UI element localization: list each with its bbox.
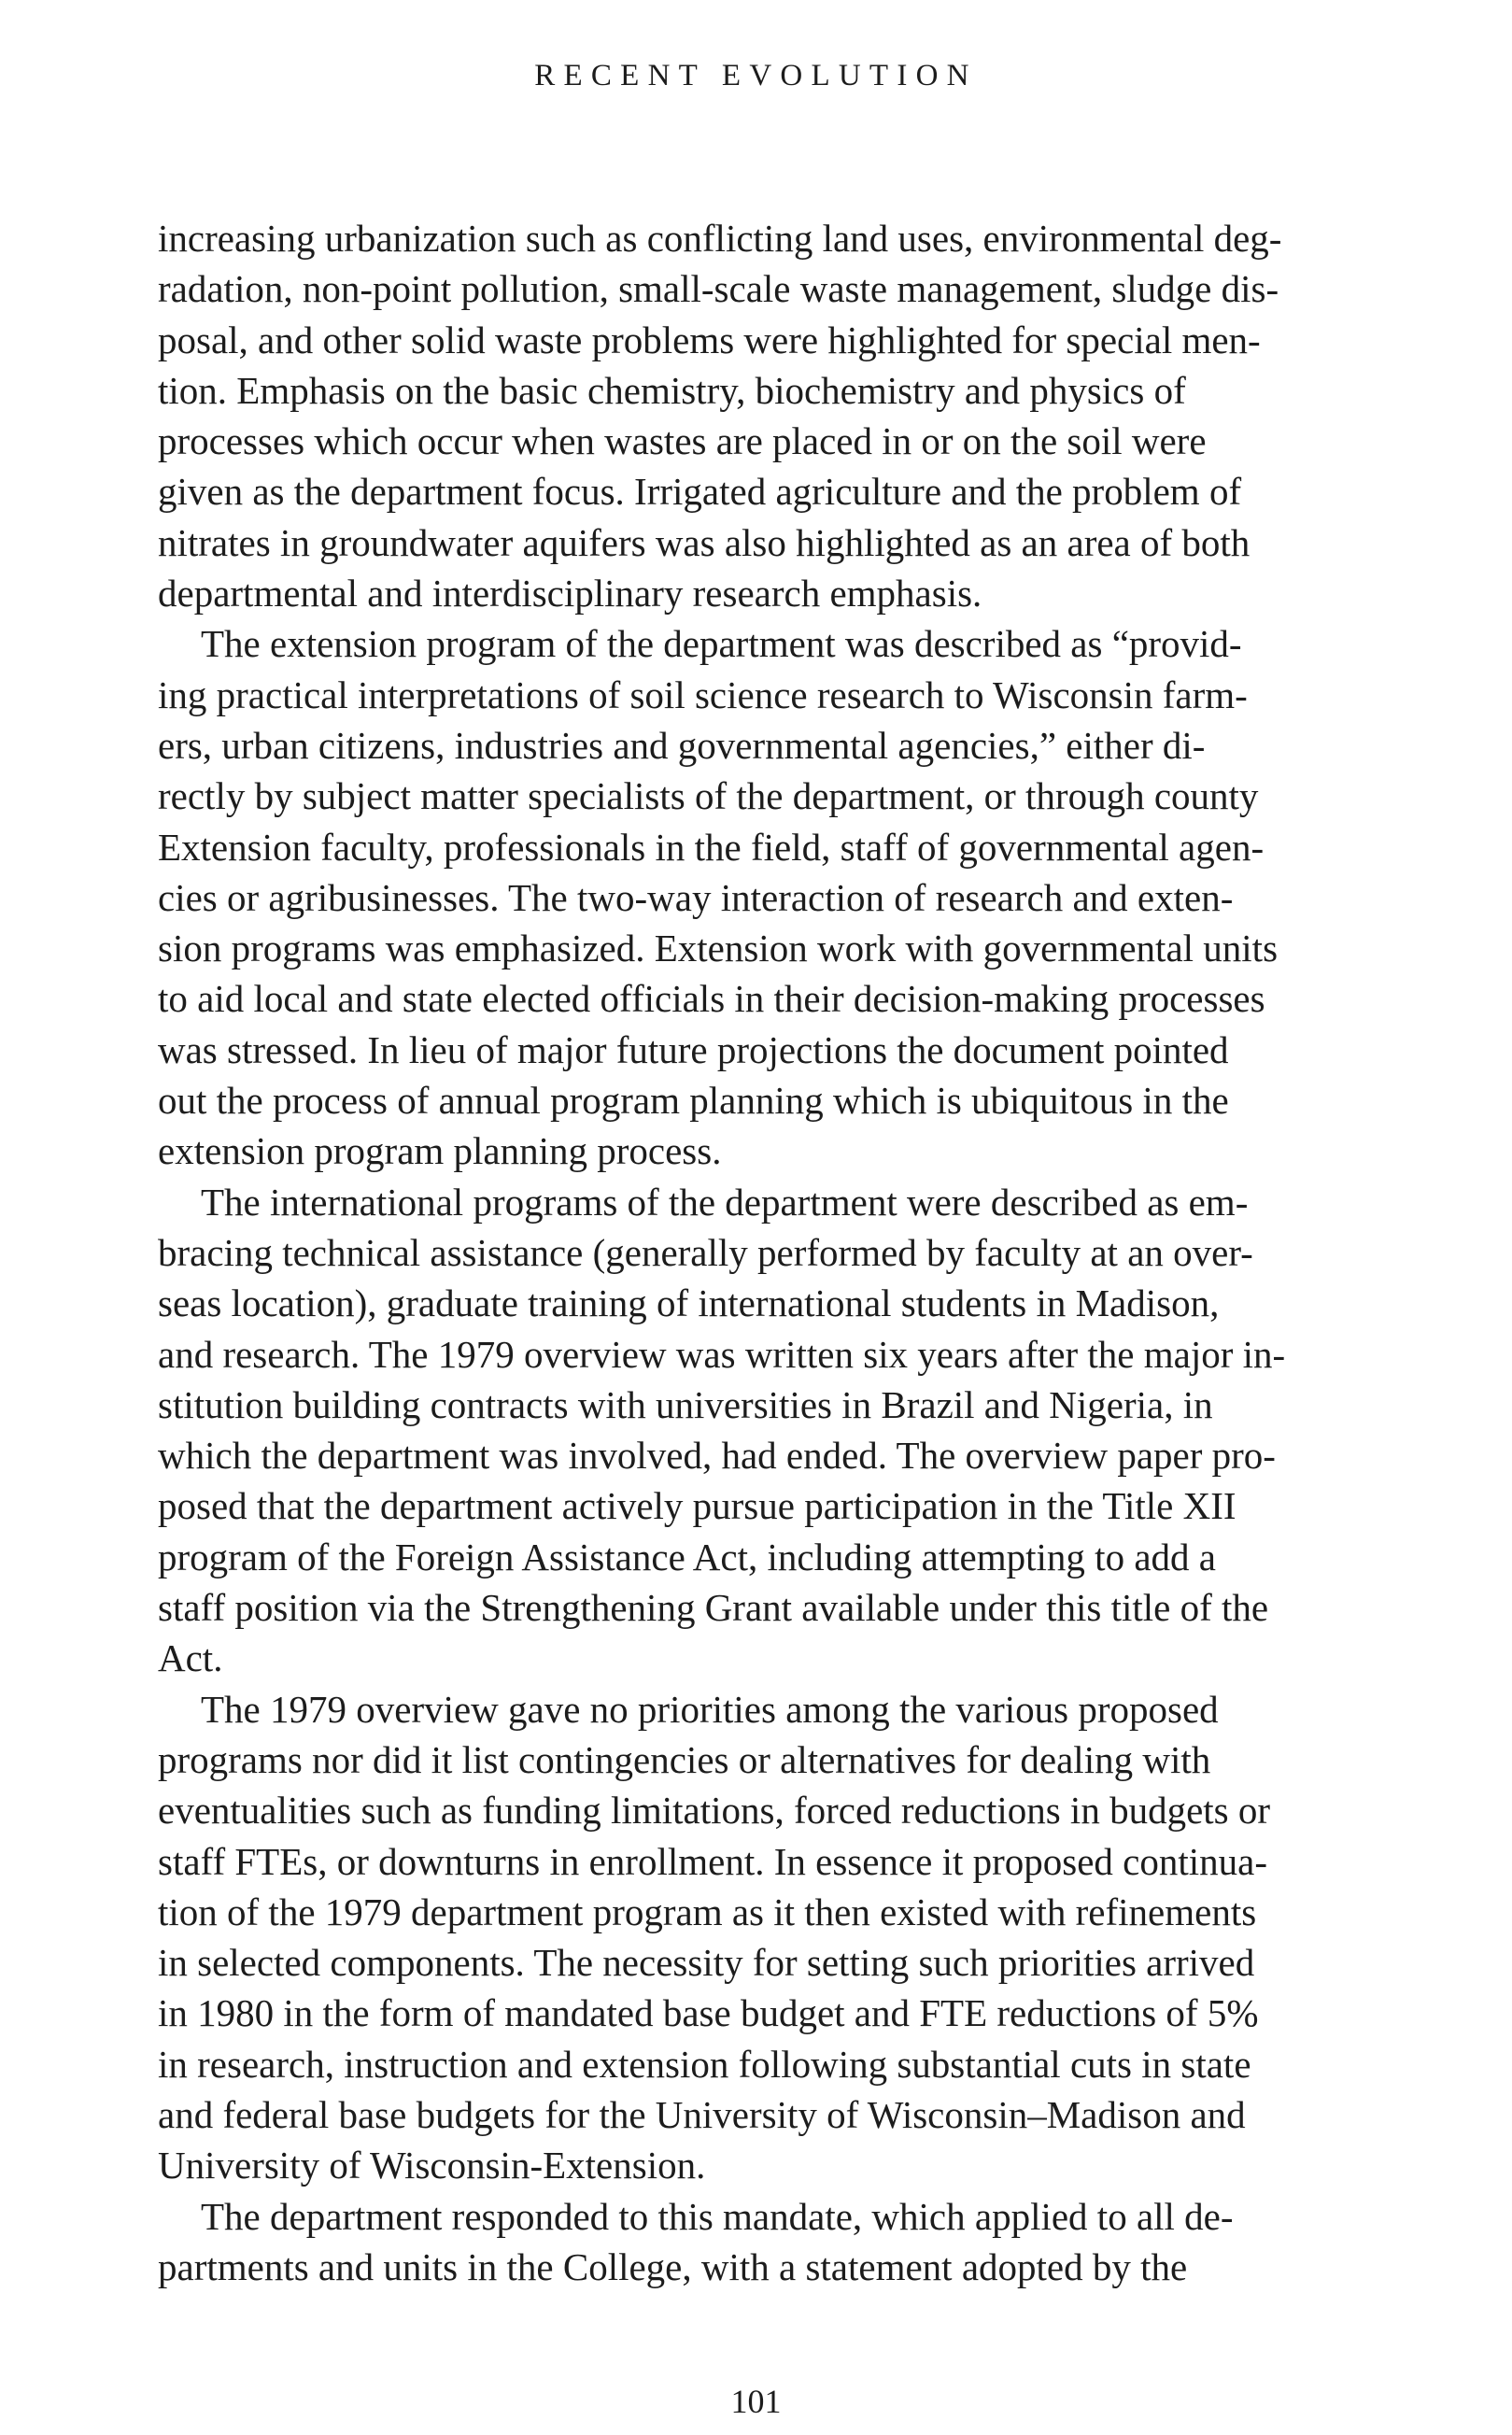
text-line: sion programs was emphasized. Extension work with governmental units xyxy=(158,927,1279,970)
text-line: was stressed. In lieu of major future projections the document pointed xyxy=(158,1027,1229,1071)
text-line: The international programs of the department were described as em- xyxy=(201,1180,1249,1224)
text-line: The extension program of the department was described as “provid- xyxy=(201,622,1242,666)
text-line: stitution building contracts with universities in Brazil and Nigeria, in xyxy=(158,1382,1213,1426)
text-line: University of Wisconsin-Extension. xyxy=(158,2144,706,2187)
text-line: The department responded to this mandate, which applied to all de- xyxy=(201,2194,1234,2238)
text-line: out the process of annual program planning which is ubiquitous in the xyxy=(158,1079,1229,1123)
text-line: given as the department focus. Irrigated agriculture and the problem of xyxy=(158,470,1242,514)
running-header: RECENT EVOLUTION xyxy=(534,59,978,92)
text-line: cies or agribusinesses. The two-way interaction of research and exten- xyxy=(158,875,1234,919)
text-line: staff position via the Strengthening Grant available under this title of the xyxy=(158,1586,1269,1630)
text-line: eventualities such as funding limitations, forced reductions in budgets or xyxy=(158,1789,1271,1833)
text-line: in selected components. The necessity for setting such priorities arrived xyxy=(158,1941,1255,1985)
text-line: Act. xyxy=(158,1636,223,1680)
text-line: extension program planning process. xyxy=(158,1129,722,1173)
text-line: tion. Emphasis on the basic chemistry, biochemistry and physics of xyxy=(158,368,1186,412)
text-line: which the department was involved, had ended. The overview paper pro- xyxy=(158,1434,1276,1478)
text-line: bracing technical assistance (generally performed by faculty at an over- xyxy=(158,1230,1253,1274)
page-number: 101 xyxy=(730,2383,782,2420)
text-line: Extension faculty, professionals in the field, staff of governmental agen- xyxy=(158,825,1265,869)
text-line: The 1979 overview gave no priorities among the various proposed xyxy=(201,1687,1219,1731)
text-line: seas location), graduate training of international students in Madison, xyxy=(158,1281,1220,1325)
text-line: ing practical interpretations of soil science research to Wisconsin farm- xyxy=(158,672,1248,716)
text-line: programs nor did it list contingencies or alternatives for dealing with xyxy=(158,1737,1211,1781)
text-line: increasing urbanization such as conflicting land uses, environmental deg- xyxy=(158,217,1282,260)
text-line: ers, urban citizens, industries and governmental agencies,” either di- xyxy=(158,723,1206,767)
text-line: in 1980 in the form of mandated base budget and FTE reductions of 5% xyxy=(158,1991,1259,2035)
body-text xyxy=(158,213,1428,2292)
text-line: processes which occur when wastes are placed in or on the soil were xyxy=(158,419,1207,463)
text-line: staff FTEs, or downturns in enrollment. In essence it proposed continua- xyxy=(158,1839,1267,1883)
text-line: posal, and other solid waste problems were highlighted for special men- xyxy=(158,318,1261,361)
text-line: tion of the 1979 department program as it then existed with refinements xyxy=(158,1890,1257,1933)
text-line: radation, non-point pollution, small-scale waste management, sludge dis- xyxy=(158,267,1279,311)
text-line: nitrates in groundwater aquifers was also highlighted as an area of both xyxy=(158,520,1251,564)
text-line: in research, instruction and extension following substantial cuts in state xyxy=(158,2042,1251,2086)
text-line: and federal base budgets for the University of Wisconsin–Madison and xyxy=(158,2092,1246,2136)
text-line: posed that the department actively pursue participation in the Title XII xyxy=(158,1484,1236,1528)
text-line: partments and units in the College, with a statement adopted by the xyxy=(158,2244,1188,2288)
text-line: to aid local and state elected officials in their decision-making processes xyxy=(158,977,1265,1021)
text-line: program of the Foreign Assistance Act, including attempting to add a xyxy=(158,1535,1216,1579)
text-line: departmental and interdisciplinary research emphasis. xyxy=(158,572,982,616)
text-line: rectly by subject matter specialists of the department, or through county xyxy=(158,774,1259,818)
text-line: and research. The 1979 overview was written six years after the major in- xyxy=(158,1332,1286,1376)
